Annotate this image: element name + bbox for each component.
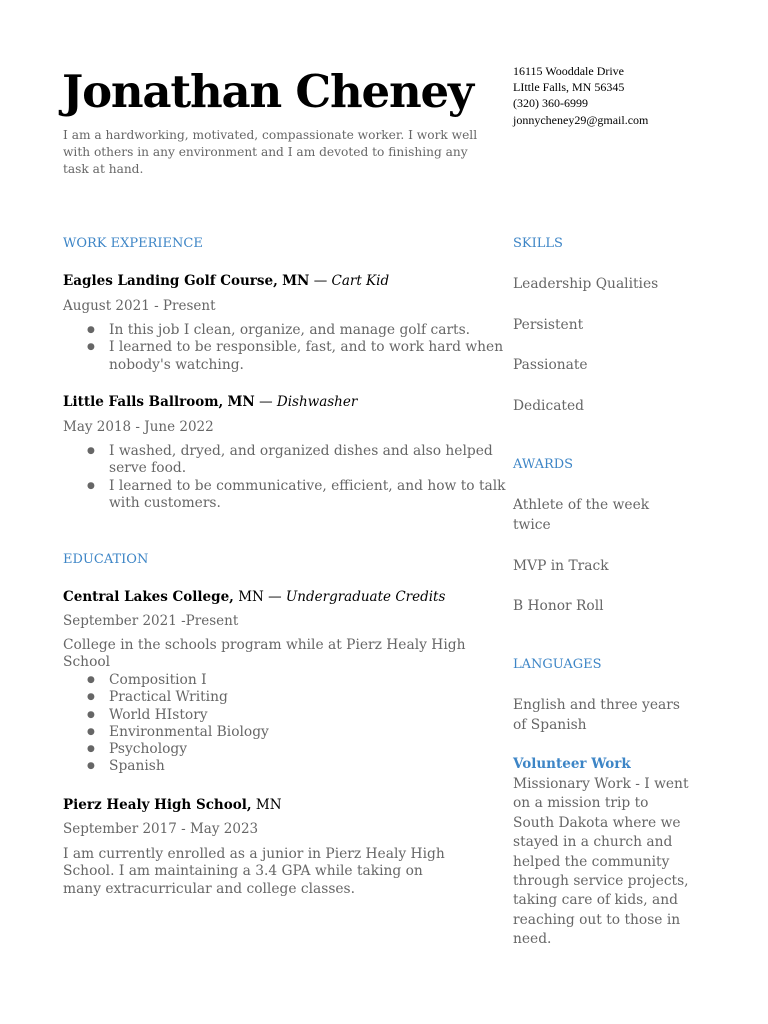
course-list [63, 672, 521, 776]
job-title [63, 273, 483, 289]
school-entry [63, 797, 483, 813]
work-experience-heading: WORK EXPERIENCE [63, 236, 203, 251]
school-entry [63, 589, 483, 605]
list-item: ● Composition I [109, 672, 521, 689]
job-bullets [63, 322, 521, 374]
school-dates: September 2017 - May 2023 [63, 821, 259, 837]
contact-city: LIttle Falls, MN 56345 [513, 80, 625, 95]
education-heading: EDUCATION [63, 552, 149, 567]
languages-text: English and three years of Spanish [513, 697, 680, 733]
skill-item: Passionate [513, 357, 588, 373]
list-item: ● I learned to be responsible, fast, and to work hard when nobody's watching. [109, 339, 521, 374]
job-org: Eagles Landing Golf Course, [63, 273, 278, 289]
job-separator: — [259, 394, 273, 410]
languages-heading: LANGUAGES [513, 657, 602, 672]
list-item: ● I learned to be communicative, efficient, and how to talk with customers. [109, 478, 521, 513]
list-item: ● Environmental Biology [109, 724, 521, 741]
job-bullets [63, 443, 521, 512]
school-description: I am currently enrolled as a junior in Pierz Healy High School. I am maintaining a 3.4 GPA while taking on many extracurricular and college classes. [63, 846, 445, 897]
list-item: ● World HIstory [109, 707, 521, 724]
skill-item: Persistent [513, 317, 584, 333]
job-role: Cart Kid [331, 273, 390, 289]
volunteer-text: Missionary Work - I went on a mission trip to South Dakota where we stayed in a church and helped the community through service projects, taking care of kids, and reaching out to those in need. [513, 776, 689, 948]
awards-heading: AWARDS [513, 457, 574, 472]
job-separator: — [313, 273, 328, 289]
job-location: MN [227, 394, 255, 410]
list-item: ● Spanish [109, 758, 521, 775]
job-entry [63, 273, 483, 289]
summary: I am a hardworking, motivated, compassionate worker. I work well with others in any environment and I am devoted to finishing any task at hand. [63, 128, 478, 176]
school-location: MN [255, 797, 282, 813]
school-title [63, 797, 483, 813]
school-title [63, 589, 483, 605]
school-location: MN [238, 589, 264, 605]
award-item: B Honor Roll [513, 598, 604, 614]
school-description: College in the schools program while at Pierz Healy High School [63, 637, 466, 671]
resume-name: Jonathan Cheney [62, 65, 473, 118]
school-org: Central Lakes College, [63, 589, 234, 605]
contact-street: 16115 Wooddale Drive [513, 64, 625, 78]
school-org: Pierz Healy High School, [63, 797, 252, 813]
job-dates: August 2021 - Present [63, 298, 216, 314]
volunteer-heading: Volunteer Work [513, 756, 631, 772]
award-item: Athlete of the week twice [513, 497, 650, 533]
contact-block [513, 63, 743, 128]
list-item: ● Practical Writing [109, 689, 521, 706]
contact-phone: (320) 360-6999 [513, 96, 588, 111]
job-role: Dishwasher [276, 394, 358, 410]
skill-item: Leadership Qualities [513, 276, 659, 292]
job-dates: May 2018 - June 2022 [63, 419, 214, 435]
award-item: MVP in Track [513, 558, 609, 574]
job-location: MN [282, 273, 310, 289]
list-item: ● I washed, dryed, and organized dishes and also helped serve food. [109, 443, 521, 478]
job-title [63, 394, 483, 410]
list-item: ● Psychology [109, 741, 521, 758]
contact-email: jonnycheney29@gmail.com [513, 112, 649, 127]
job-org: Little Falls Ballroom, [63, 394, 224, 410]
school-program: Undergraduate Credits [285, 589, 446, 605]
school-separator: — [268, 589, 282, 605]
list-item: ● In this job I clean, organize, and manage golf carts. [109, 322, 521, 339]
school-dates: September 2021 -Present [63, 613, 239, 629]
skills-heading: SKILLS [513, 236, 563, 251]
job-entry [63, 394, 483, 410]
skill-item: Dedicated [513, 398, 584, 414]
